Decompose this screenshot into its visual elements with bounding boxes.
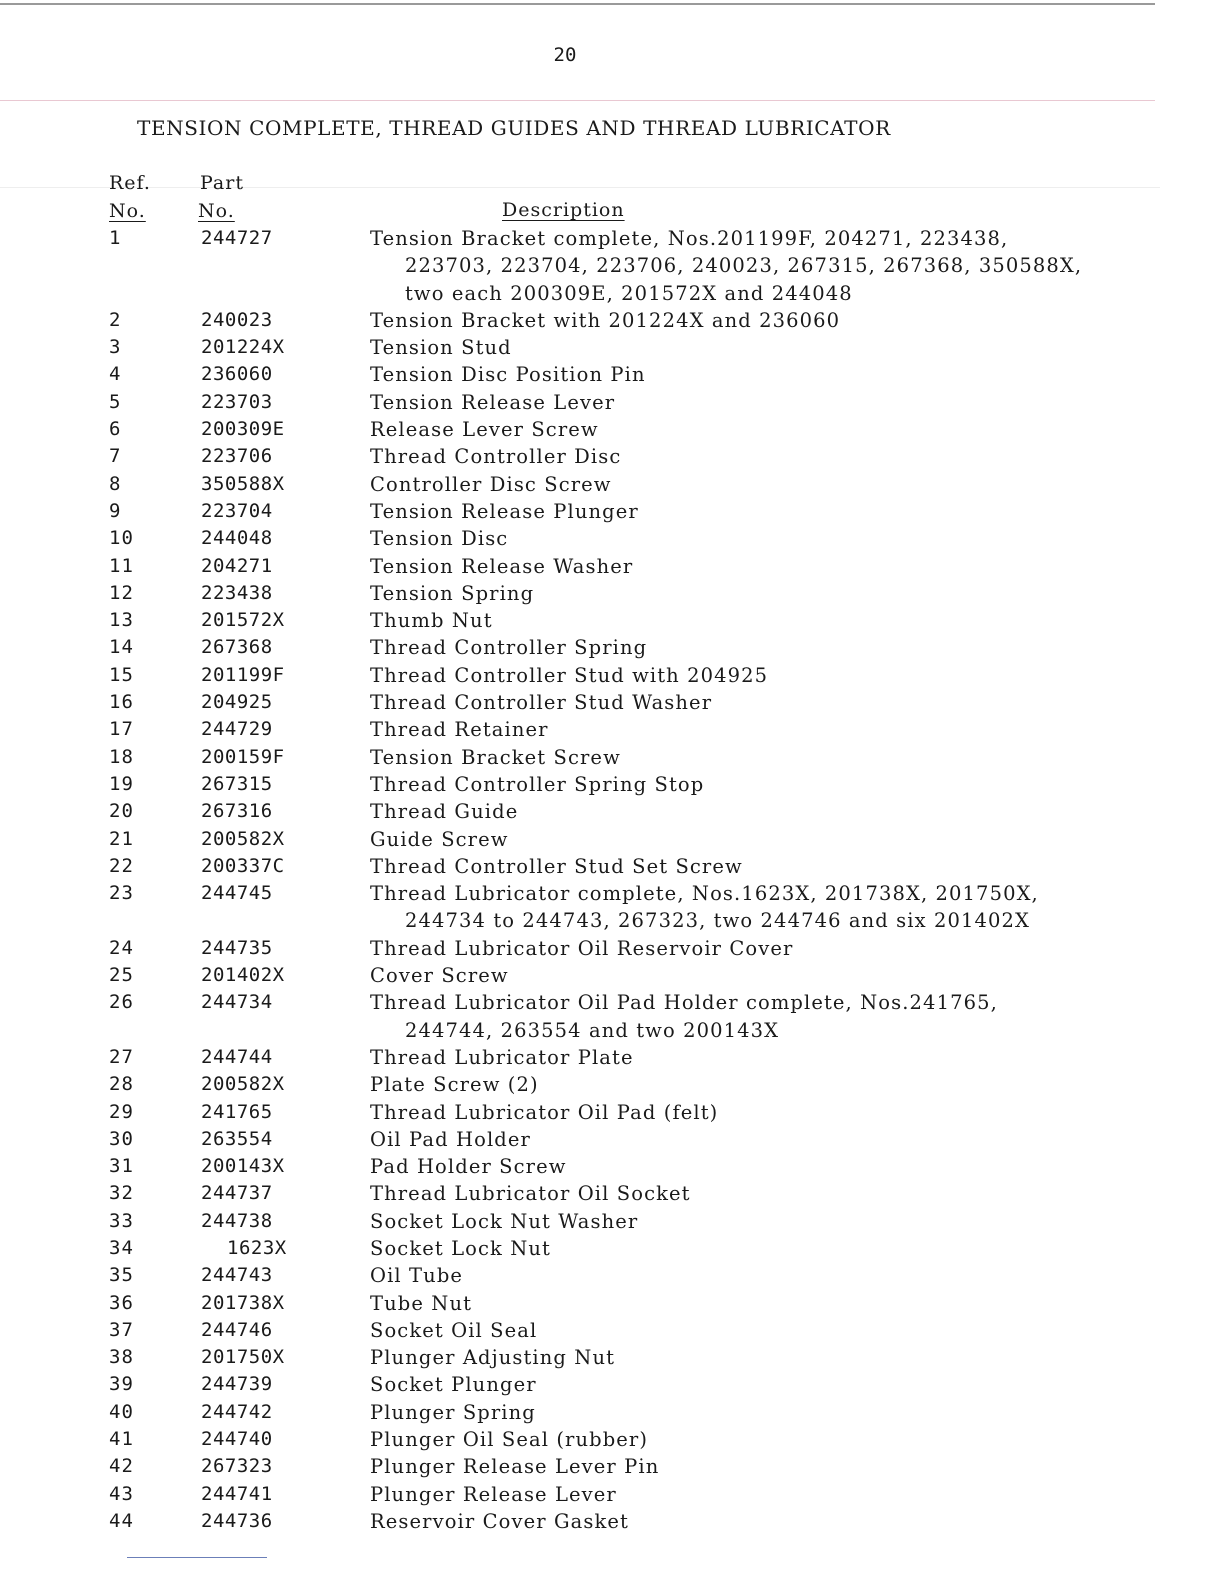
part-description — [370, 1180, 1082, 1207]
description-continuation: 223703, 223704, 223706, 240023, 267315, 267368, 350588X, — [405, 254, 1083, 278]
part-number: 223704 — [201, 499, 273, 522]
ref-header-line2: No. — [109, 200, 146, 222]
ref-number: 18 — [109, 745, 134, 768]
ref-number: 28 — [109, 1073, 134, 1096]
part-description — [370, 334, 1082, 361]
part-description — [370, 416, 1082, 443]
part-number: 244740 — [201, 1428, 273, 1451]
ref-number: 26 — [109, 991, 134, 1014]
table-row — [105, 553, 1082, 580]
part-description — [370, 1317, 1082, 1344]
ref-number: 6 — [109, 418, 122, 441]
part-number: 244739 — [201, 1373, 273, 1396]
part-number: 201199F — [201, 663, 285, 686]
table-row — [105, 443, 1082, 470]
page-number: 20 — [553, 44, 577, 66]
description-line: Thread Lubricator Plate — [370, 1045, 634, 1069]
ref-number: 33 — [109, 1209, 134, 1232]
table-row — [105, 307, 1082, 334]
table-row — [105, 662, 1082, 689]
description-line: Thread Controller Stud Washer — [370, 691, 713, 715]
ref-number: 29 — [109, 1100, 134, 1123]
part-description — [370, 1508, 1082, 1535]
ref-number: 8 — [109, 472, 122, 495]
part-description — [370, 1344, 1082, 1371]
parts-table-body — [105, 225, 1082, 1535]
description-line: Thread Lubricator Oil Pad Holder complete, Nos.241765, — [370, 991, 998, 1015]
top-rule — [0, 3, 1155, 5]
description-line: Tension Spring — [370, 581, 535, 605]
description-continuation: 244744, 263554 and two 200143X — [405, 1018, 780, 1042]
part-number: 240023 — [201, 308, 273, 331]
description-line: Thread Retainer — [370, 718, 549, 742]
part-description — [370, 1153, 1082, 1180]
part-description — [370, 389, 1082, 416]
table-row — [105, 1371, 1082, 1398]
description-line: Socket Lock Nut — [370, 1236, 551, 1260]
table-row — [105, 1180, 1082, 1207]
description-line: Thread Lubricator complete, Nos.1623X, 201738X, 201750X, — [370, 882, 1039, 906]
table-row — [105, 471, 1082, 498]
part-description — [370, 1071, 1082, 1098]
part-number: 244742 — [201, 1400, 273, 1423]
part-number: 263554 — [201, 1127, 273, 1150]
part-number: 201738X — [201, 1291, 285, 1314]
description-line: Tension Stud — [370, 336, 512, 360]
description-line: Cover Screw — [370, 964, 509, 988]
ref-number: 27 — [109, 1045, 134, 1068]
table-row — [105, 962, 1082, 989]
page-title: TENSION COMPLETE, THREAD GUIDES AND THREAD LUBRICATOR — [137, 116, 891, 140]
table-row — [105, 935, 1082, 962]
ref-number: 14 — [109, 636, 134, 659]
part-description — [370, 853, 1082, 880]
ref-number: 36 — [109, 1291, 134, 1314]
part-description — [370, 826, 1082, 853]
description-line: Thread Controller Spring Stop — [370, 772, 705, 796]
description-line: Plunger Release Lever — [370, 1482, 617, 1506]
part-description — [370, 1044, 1082, 1071]
ref-number: 7 — [109, 445, 122, 468]
part-number: 244745 — [201, 882, 273, 905]
table-row — [105, 1153, 1082, 1180]
part-number: 1623X — [227, 1236, 287, 1259]
table-row — [105, 1344, 1082, 1371]
ref-number: 21 — [109, 827, 134, 850]
table-row — [105, 225, 1082, 307]
part-description — [370, 1262, 1082, 1289]
description-line: Thread Guide — [370, 800, 519, 824]
part-number: 244736 — [201, 1509, 273, 1532]
part-description — [370, 880, 1082, 935]
part-number: 201224X — [201, 336, 285, 359]
description-line: Oil Pad Holder — [370, 1127, 531, 1151]
part-number: 267315 — [201, 772, 273, 795]
ref-number: 24 — [109, 936, 134, 959]
part-number: 204271 — [201, 554, 273, 577]
table-row — [105, 880, 1082, 935]
part-number: 236060 — [201, 363, 273, 386]
ref-number: 39 — [109, 1373, 134, 1396]
part-description — [370, 798, 1082, 825]
description-line: Tension Release Plunger — [370, 499, 639, 523]
table-row — [105, 1235, 1082, 1262]
table-row — [105, 744, 1082, 771]
description-line: Tension Disc Position Pin — [370, 363, 646, 387]
ref-number: 44 — [109, 1509, 134, 1532]
ref-number: 4 — [109, 363, 122, 386]
ref-number: 2 — [109, 308, 122, 331]
part-number: 267323 — [201, 1455, 273, 1478]
table-row — [105, 1044, 1082, 1071]
part-number: 201572X — [201, 609, 285, 632]
part-number: 244746 — [201, 1318, 273, 1341]
description-line: Thread Controller Stud Set Screw — [370, 854, 743, 878]
ref-number: 9 — [109, 499, 122, 522]
faint-divider — [0, 187, 1160, 188]
description-line: Thumb Nut — [370, 609, 493, 633]
table-row — [105, 1426, 1082, 1453]
ref-number: 30 — [109, 1127, 134, 1150]
description-line: Tension Bracket Screw — [370, 745, 621, 769]
table-row — [105, 1126, 1082, 1153]
part-number: 244744 — [201, 1045, 273, 1068]
description-header: Description — [502, 199, 625, 221]
description-line: Pad Holder Screw — [370, 1155, 567, 1179]
description-line: Tension Disc — [370, 527, 509, 551]
part-description — [370, 307, 1082, 334]
table-row — [105, 1099, 1082, 1126]
description-line: Thread Lubricator Oil Socket — [370, 1182, 691, 1206]
ref-number: 40 — [109, 1400, 134, 1423]
ref-number: 23 — [109, 882, 134, 905]
part-description — [370, 989, 1082, 1044]
ref-number: 38 — [109, 1346, 134, 1369]
part-description — [370, 225, 1082, 307]
description-line: Oil Tube — [370, 1264, 464, 1288]
ref-number: 10 — [109, 527, 134, 550]
table-row — [105, 1508, 1082, 1535]
description-line: Reservoir Cover Gasket — [370, 1509, 629, 1533]
ref-number: 31 — [109, 1155, 134, 1178]
description-line: Guide Screw — [370, 827, 509, 851]
ref-header-line1: Ref. — [109, 172, 151, 194]
part-number: 200159F — [201, 745, 285, 768]
part-number: 244729 — [201, 718, 273, 741]
part-description — [370, 525, 1082, 552]
part-number: 244738 — [201, 1209, 273, 1232]
part-description — [370, 1481, 1082, 1508]
ref-number: 35 — [109, 1264, 134, 1287]
description-line: Thread Controller Spring — [370, 636, 648, 660]
part-number: 204925 — [201, 691, 273, 714]
description-line: Tension Release Washer — [370, 554, 634, 578]
table-row — [105, 716, 1082, 743]
table-row — [105, 798, 1082, 825]
table-row — [105, 1317, 1082, 1344]
part-description — [370, 471, 1082, 498]
table-row — [105, 634, 1082, 661]
part-description — [370, 1099, 1082, 1126]
description-line: Socket Lock Nut Washer — [370, 1209, 639, 1233]
part-description — [370, 935, 1082, 962]
part-number: 201750X — [201, 1346, 285, 1369]
part-number: 200337C — [201, 854, 285, 877]
part-description — [370, 716, 1082, 743]
ref-number: 20 — [109, 800, 134, 823]
part-description — [370, 1208, 1082, 1235]
table-row — [105, 1290, 1082, 1317]
description-line: Tension Bracket complete, Nos.201199F, 204271, 223438, — [370, 227, 1009, 250]
part-description — [370, 1426, 1082, 1453]
table-row — [105, 1071, 1082, 1098]
ref-number: 25 — [109, 964, 134, 987]
table-row — [105, 580, 1082, 607]
description-line: Thread Controller Disc — [370, 445, 622, 469]
part-number: 201402X — [201, 964, 285, 987]
part-description — [370, 1126, 1082, 1153]
part-description — [370, 1371, 1082, 1398]
part-number: 267368 — [201, 636, 273, 659]
header-divider — [0, 100, 1155, 101]
description-line: Socket Plunger — [370, 1373, 537, 1397]
description-line: Tension Bracket with 201224X and 236060 — [370, 308, 841, 332]
part-number: 200582X — [201, 827, 285, 850]
table-row — [105, 498, 1082, 525]
ref-number: 12 — [109, 581, 134, 604]
part-number: 200143X — [201, 1155, 285, 1178]
description-line: Plate Screw (2) — [370, 1073, 539, 1097]
part-number: 200582X — [201, 1073, 285, 1096]
ref-number: 34 — [109, 1236, 134, 1259]
part-description — [370, 553, 1082, 580]
part-description — [370, 498, 1082, 525]
table-row — [105, 1481, 1082, 1508]
table-row — [105, 689, 1082, 716]
description-line: Release Lever Screw — [370, 418, 599, 442]
table-row — [105, 1399, 1082, 1426]
description-line: Plunger Release Lever Pin — [370, 1455, 660, 1479]
part-description — [370, 443, 1082, 470]
part-number: 244727 — [201, 227, 273, 249]
description-line: Thread Lubricator Oil Pad (felt) — [370, 1100, 719, 1124]
table-row — [105, 853, 1082, 880]
footer-rule — [127, 1557, 267, 1558]
part-description — [370, 962, 1082, 989]
description-line: Tension Release Lever — [370, 390, 616, 414]
table-row — [105, 361, 1082, 388]
part-description — [370, 634, 1082, 661]
part-number: 223438 — [201, 581, 273, 604]
part-number: 223703 — [201, 390, 273, 413]
description-line: Thread Controller Stud with 204925 — [370, 663, 769, 687]
description-continuation: two each 200309E, 201572X and 244048 — [405, 281, 853, 305]
ref-number: 15 — [109, 663, 134, 686]
part-number: 244735 — [201, 936, 273, 959]
table-row — [105, 334, 1082, 361]
ref-number: 22 — [109, 854, 134, 877]
ref-number: 3 — [109, 336, 122, 359]
part-description — [370, 744, 1082, 771]
part-description — [370, 1453, 1082, 1480]
part-number: 350588X — [201, 472, 285, 495]
table-row — [105, 989, 1082, 1044]
ref-number: 1 — [109, 227, 122, 249]
part-description — [370, 1399, 1082, 1426]
description-line: Plunger Adjusting Nut — [370, 1346, 616, 1370]
part-description — [370, 580, 1082, 607]
part-header-line1: Part — [200, 172, 244, 194]
table-row — [105, 771, 1082, 798]
description-line: Controller Disc Screw — [370, 472, 612, 496]
part-number: 244737 — [201, 1182, 273, 1205]
part-description — [370, 771, 1082, 798]
ref-number: 16 — [109, 691, 134, 714]
ref-number: 41 — [109, 1428, 134, 1451]
part-number: 267316 — [201, 800, 273, 823]
description-line: Tube Nut — [370, 1291, 473, 1315]
ref-number: 17 — [109, 718, 134, 741]
description-line: Plunger Oil Seal (rubber) — [370, 1428, 649, 1452]
ref-number: 19 — [109, 772, 134, 795]
table-row — [105, 826, 1082, 853]
table-row — [105, 1453, 1082, 1480]
part-description — [370, 607, 1082, 634]
part-description — [370, 361, 1082, 388]
ref-number: 13 — [109, 609, 134, 632]
table-row — [105, 525, 1082, 552]
part-description — [370, 662, 1082, 689]
table-row — [105, 1262, 1082, 1289]
description-line: Socket Oil Seal — [370, 1318, 538, 1342]
part-description — [370, 1290, 1082, 1317]
description-continuation: 244734 to 244743, 267323, two 244746 and six 201402X — [405, 909, 1031, 933]
ref-number: 11 — [109, 554, 134, 577]
table-row — [105, 389, 1082, 416]
description-line: Thread Lubricator Oil Reservoir Cover — [370, 936, 794, 960]
ref-number: 5 — [109, 390, 122, 413]
part-number: 244741 — [201, 1482, 273, 1505]
description-line: Plunger Spring — [370, 1400, 536, 1424]
part-description — [370, 689, 1082, 716]
ref-number: 32 — [109, 1182, 134, 1205]
part-number: 200309E — [201, 418, 285, 441]
part-number: 223706 — [201, 445, 273, 468]
parts-table — [105, 225, 1082, 1535]
part-description — [370, 1235, 1082, 1262]
ref-number: 37 — [109, 1318, 134, 1341]
part-number: 244743 — [201, 1264, 273, 1287]
table-row — [105, 1208, 1082, 1235]
part-number: 244734 — [201, 991, 273, 1014]
ref-number: 43 — [109, 1482, 134, 1505]
part-number: 244048 — [201, 527, 273, 550]
ref-number: 42 — [109, 1455, 134, 1478]
table-row — [105, 607, 1082, 634]
part-header-line2: No. — [198, 200, 235, 222]
table-row — [105, 416, 1082, 443]
part-number: 241765 — [201, 1100, 273, 1123]
